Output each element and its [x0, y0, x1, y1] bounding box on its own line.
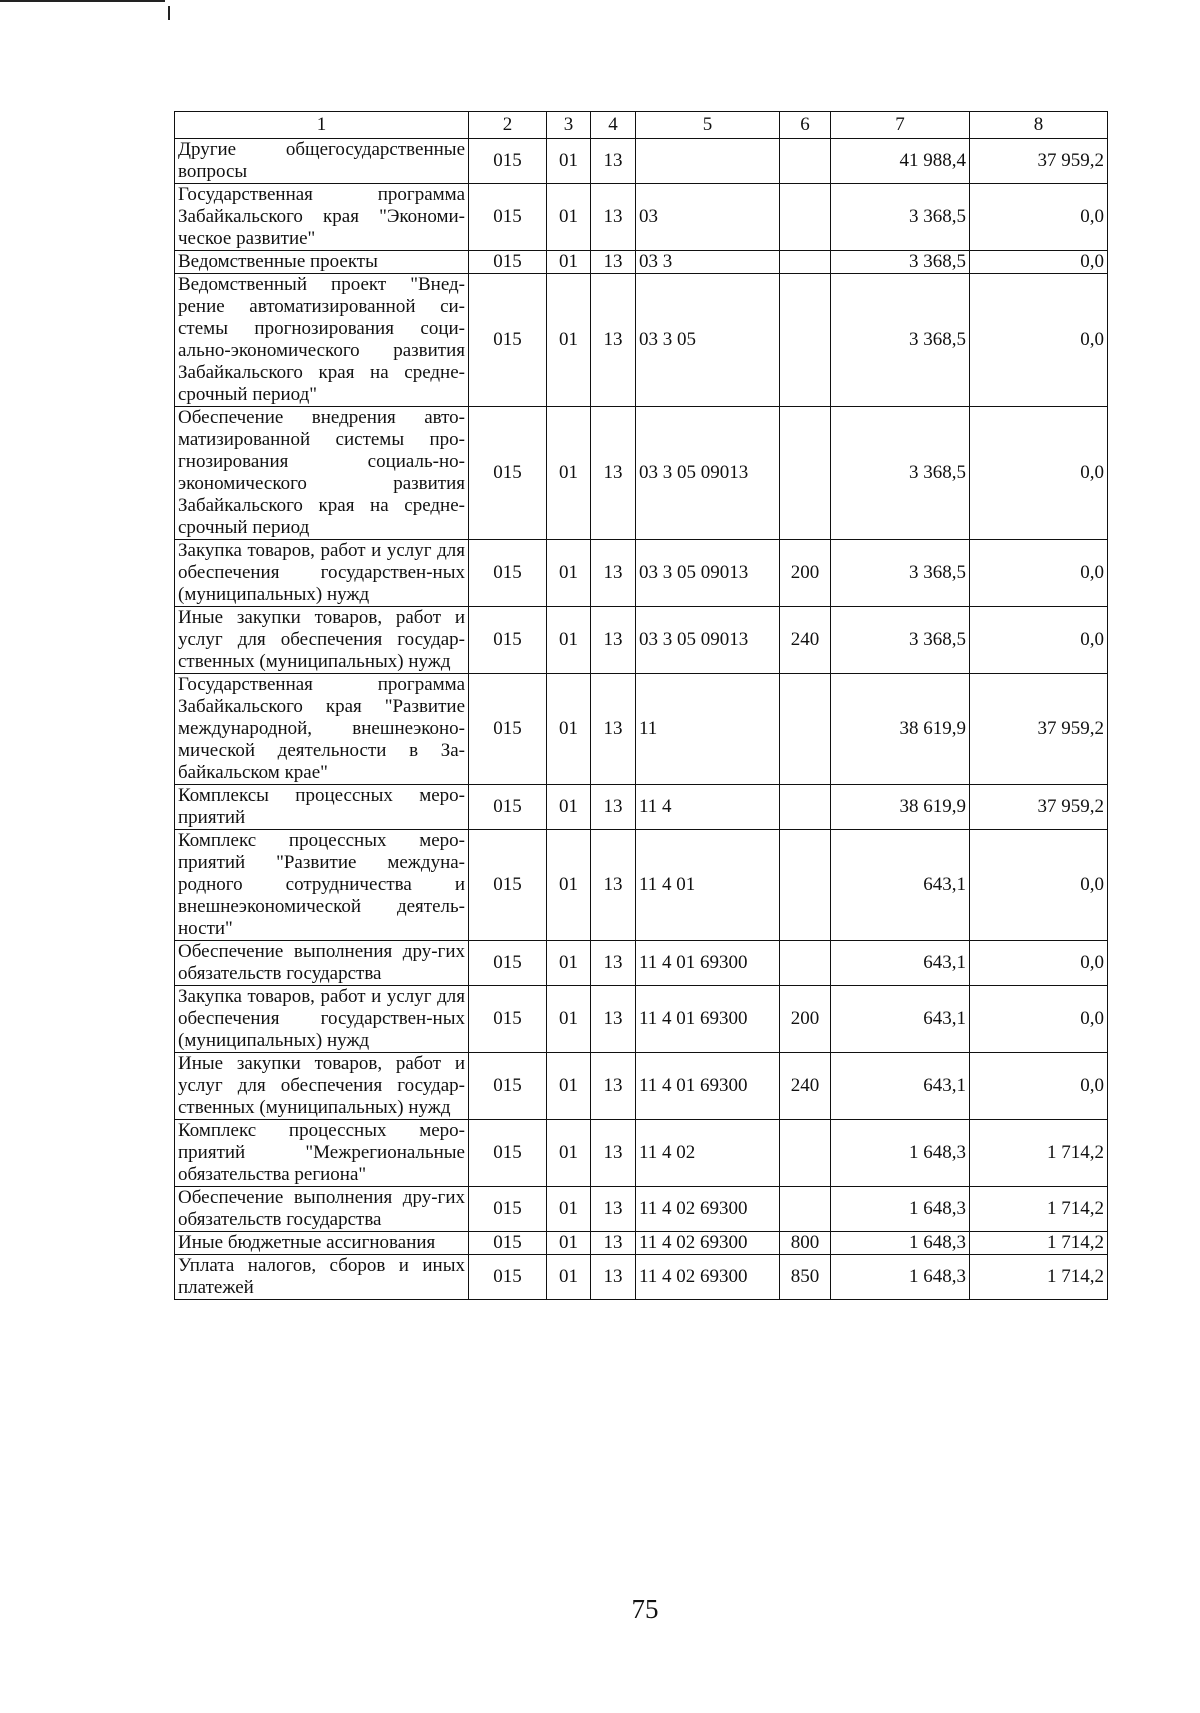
row-expense-type-cell: 800 [780, 1232, 831, 1255]
row-ministry-code-cell: 015 [469, 1053, 547, 1120]
table-row [175, 407, 1108, 540]
row-amount-col7-cell: 643,1 [831, 830, 970, 941]
row-expense-type-cell [780, 407, 831, 540]
budget-table [174, 111, 1108, 1300]
header-col-2: 2 [469, 112, 547, 139]
row-name-cell: Иные закупки товаров, работ и услуг для обеспечения государ-ственных (муниципальных) нужд [175, 607, 469, 674]
row-subsection-cell: 13 [591, 830, 636, 941]
row-amount-col8-cell: 0,0 [970, 1053, 1108, 1120]
row-subsection-cell: 13 [591, 1053, 636, 1120]
row-name-cell: Иные закупки товаров, работ и услуг для обеспечения государ-ственных (муниципальных) нужд [175, 1053, 469, 1120]
row-target-article-cell: 11 4 [636, 785, 780, 830]
row-subsection-cell: 13 [591, 1232, 636, 1255]
row-section-cell: 01 [547, 251, 591, 274]
row-ministry-code-cell: 015 [469, 941, 547, 986]
row-expense-type-cell [780, 1120, 831, 1187]
row-amount-col8-cell: 0,0 [970, 830, 1108, 941]
header-col-3: 3 [547, 112, 591, 139]
row-amount-col7-cell: 1 648,3 [831, 1120, 970, 1187]
row-target-article-cell: 03 3 05 09013 [636, 540, 780, 607]
row-ministry-code-cell: 015 [469, 607, 547, 674]
table-row [175, 184, 1108, 251]
header-col-1: 1 [175, 112, 469, 139]
row-amount-col7-cell: 3 368,5 [831, 251, 970, 274]
row-amount-col7-cell: 1 648,3 [831, 1187, 970, 1232]
row-name-cell: Ведомственные проекты [175, 251, 469, 274]
table-row [175, 986, 1108, 1053]
row-amount-col7-cell: 38 619,9 [831, 674, 970, 785]
row-target-article-cell: 11 4 01 69300 [636, 1053, 780, 1120]
row-target-article-cell: 11 4 02 69300 [636, 1255, 780, 1300]
row-expense-type-cell [780, 184, 831, 251]
row-ministry-code-cell: 015 [469, 184, 547, 251]
table-row [175, 607, 1108, 674]
row-section-cell: 01 [547, 1120, 591, 1187]
row-subsection-cell: 13 [591, 1187, 636, 1232]
row-expense-type-cell: 850 [780, 1255, 831, 1300]
row-subsection-cell: 13 [591, 607, 636, 674]
row-name-cell: Комплексы процессных меро-приятий [175, 785, 469, 830]
table-row [175, 1120, 1108, 1187]
scan-edge-tick [168, 6, 170, 20]
row-name-cell: Уплата налогов, сборов и иных платежей [175, 1255, 469, 1300]
scan-edge-mark [0, 0, 165, 2]
table-row [175, 139, 1108, 184]
row-section-cell: 01 [547, 607, 591, 674]
table-row [175, 251, 1108, 274]
row-ministry-code-cell: 015 [469, 1120, 547, 1187]
row-amount-col7-cell: 38 619,9 [831, 785, 970, 830]
row-ministry-code-cell: 015 [469, 407, 547, 540]
header-col-4: 4 [591, 112, 636, 139]
row-subsection-cell: 13 [591, 941, 636, 986]
row-target-article-cell: 03 3 05 [636, 274, 780, 407]
row-section-cell: 01 [547, 1255, 591, 1300]
row-amount-col7-cell: 41 988,4 [831, 139, 970, 184]
row-ministry-code-cell: 015 [469, 674, 547, 785]
header-col-8: 8 [970, 112, 1108, 139]
row-amount-col7-cell: 3 368,5 [831, 407, 970, 540]
row-name-cell: Другие общегосударственные вопросы [175, 139, 469, 184]
row-target-article-cell: 11 4 01 [636, 830, 780, 941]
row-expense-type-cell [780, 139, 831, 184]
row-section-cell: 01 [547, 407, 591, 540]
row-amount-col8-cell: 0,0 [970, 184, 1108, 251]
row-amount-col8-cell: 0,0 [970, 407, 1108, 540]
row-section-cell: 01 [547, 1053, 591, 1120]
row-subsection-cell: 13 [591, 407, 636, 540]
row-section-cell: 01 [547, 184, 591, 251]
row-subsection-cell: 13 [591, 139, 636, 184]
row-target-article-cell: 11 4 02 [636, 1120, 780, 1187]
row-name-cell: Комплекс процессных меро-приятий "Развитие междуна-родного сотрудничества и внешнеэкономической деятель-ности" [175, 830, 469, 941]
row-name-cell: Закупка товаров, работ и услуг для обеспечения государствен-ных (муниципальных) нужд [175, 986, 469, 1053]
row-amount-col8-cell: 1 714,2 [970, 1187, 1108, 1232]
row-subsection-cell: 13 [591, 540, 636, 607]
row-section-cell: 01 [547, 986, 591, 1053]
row-amount-col8-cell: 0,0 [970, 607, 1108, 674]
table-row [175, 830, 1108, 941]
row-name-cell: Государственная программа Забайкальского края "Развитие международной, внешнеэконо-мической деятельности в За-байкальском крае" [175, 674, 469, 785]
row-amount-col7-cell: 3 368,5 [831, 184, 970, 251]
row-target-article-cell: 03 [636, 184, 780, 251]
row-ministry-code-cell: 015 [469, 139, 547, 184]
row-expense-type-cell: 200 [780, 540, 831, 607]
header-col-7: 7 [831, 112, 970, 139]
row-subsection-cell: 13 [591, 986, 636, 1053]
row-amount-col8-cell: 0,0 [970, 540, 1108, 607]
row-amount-col8-cell: 0,0 [970, 251, 1108, 274]
row-name-cell: Государственная программа Забайкальского края "Экономи-ческое развитие" [175, 184, 469, 251]
row-amount-col7-cell: 643,1 [831, 986, 970, 1053]
row-target-article-cell [636, 139, 780, 184]
row-section-cell: 01 [547, 540, 591, 607]
row-target-article-cell: 11 [636, 674, 780, 785]
row-amount-col8-cell: 0,0 [970, 986, 1108, 1053]
row-expense-type-cell [780, 1187, 831, 1232]
row-section-cell: 01 [547, 830, 591, 941]
row-expense-type-cell: 240 [780, 1053, 831, 1120]
row-amount-col8-cell: 37 959,2 [970, 139, 1108, 184]
row-amount-col8-cell: 1 714,2 [970, 1120, 1108, 1187]
row-expense-type-cell [780, 941, 831, 986]
row-amount-col8-cell: 1 714,2 [970, 1255, 1108, 1300]
row-ministry-code-cell: 015 [469, 830, 547, 941]
row-section-cell: 01 [547, 941, 591, 986]
table-row [175, 1053, 1108, 1120]
row-target-article-cell: 11 4 01 69300 [636, 986, 780, 1053]
row-section-cell: 01 [547, 785, 591, 830]
row-ministry-code-cell: 015 [469, 1232, 547, 1255]
table-row [175, 674, 1108, 785]
row-section-cell: 01 [547, 274, 591, 407]
row-subsection-cell: 13 [591, 785, 636, 830]
row-ministry-code-cell: 015 [469, 540, 547, 607]
row-target-article-cell: 03 3 05 09013 [636, 407, 780, 540]
row-amount-col8-cell: 0,0 [970, 941, 1108, 986]
row-expense-type-cell [780, 674, 831, 785]
row-target-article-cell: 03 3 [636, 251, 780, 274]
row-name-cell: Комплекс процессных меро-приятий "Межрегиональные обязательства региона" [175, 1120, 469, 1187]
row-ministry-code-cell: 015 [469, 274, 547, 407]
row-expense-type-cell: 240 [780, 607, 831, 674]
row-name-cell: Обеспечение выполнения дру-гих обязательств государства [175, 941, 469, 986]
row-amount-col7-cell: 1 648,3 [831, 1232, 970, 1255]
row-subsection-cell: 13 [591, 251, 636, 274]
row-name-cell: Иные бюджетные ассигнования [175, 1232, 469, 1255]
table-row [175, 785, 1108, 830]
row-name-cell: Обеспечение внедрения авто-матизированной системы про-гнозирования социаль-но-экономического развития Забайкальского края на средне-срочный период [175, 407, 469, 540]
row-amount-col7-cell: 3 368,5 [831, 274, 970, 407]
row-expense-type-cell: 200 [780, 986, 831, 1053]
row-amount-col8-cell: 37 959,2 [970, 674, 1108, 785]
row-amount-col8-cell: 37 959,2 [970, 785, 1108, 830]
row-target-article-cell: 03 3 05 09013 [636, 607, 780, 674]
header-col-6: 6 [780, 112, 831, 139]
row-amount-col8-cell: 1 714,2 [970, 1232, 1108, 1255]
row-ministry-code-cell: 015 [469, 1255, 547, 1300]
row-target-article-cell: 11 4 02 69300 [636, 1232, 780, 1255]
row-ministry-code-cell: 015 [469, 251, 547, 274]
row-expense-type-cell [780, 785, 831, 830]
table-row [175, 1232, 1108, 1255]
row-section-cell: 01 [547, 674, 591, 785]
table-header-row [175, 112, 1108, 139]
row-section-cell: 01 [547, 1232, 591, 1255]
row-amount-col7-cell: 3 368,5 [831, 540, 970, 607]
row-section-cell: 01 [547, 1187, 591, 1232]
row-amount-col7-cell: 643,1 [831, 1053, 970, 1120]
row-subsection-cell: 13 [591, 184, 636, 251]
table-row [175, 941, 1108, 986]
page-number: 75 [631, 1594, 659, 1624]
row-amount-col7-cell: 643,1 [831, 941, 970, 986]
row-amount-col7-cell: 3 368,5 [831, 607, 970, 674]
row-subsection-cell: 13 [591, 674, 636, 785]
row-ministry-code-cell: 015 [469, 1187, 547, 1232]
row-section-cell: 01 [547, 139, 591, 184]
row-expense-type-cell [780, 274, 831, 407]
row-subsection-cell: 13 [591, 1255, 636, 1300]
row-target-article-cell: 11 4 01 69300 [636, 941, 780, 986]
row-subsection-cell: 13 [591, 1120, 636, 1187]
table-row [175, 274, 1108, 407]
row-amount-col7-cell: 1 648,3 [831, 1255, 970, 1300]
row-expense-type-cell [780, 830, 831, 941]
row-expense-type-cell [780, 251, 831, 274]
row-name-cell: Обеспечение выполнения дру-гих обязательств государства [175, 1187, 469, 1232]
table-row [175, 1187, 1108, 1232]
row-ministry-code-cell: 015 [469, 986, 547, 1053]
row-amount-col8-cell: 0,0 [970, 274, 1108, 407]
row-target-article-cell: 11 4 02 69300 [636, 1187, 780, 1232]
row-name-cell: Закупка товаров, работ и услуг для обеспечения государствен-ных (муниципальных) нужд [175, 540, 469, 607]
row-subsection-cell: 13 [591, 274, 636, 407]
table-body [175, 139, 1108, 1300]
row-ministry-code-cell: 015 [469, 785, 547, 830]
row-name-cell: Ведомственный проект "Внед-рение автоматизированной си-стемы прогнозирования соци-ально-экономического развития Забайкальского края на средне-срочный период" [175, 274, 469, 407]
header-col-5: 5 [636, 112, 780, 139]
table-row [175, 540, 1108, 607]
table-row [175, 1255, 1108, 1300]
